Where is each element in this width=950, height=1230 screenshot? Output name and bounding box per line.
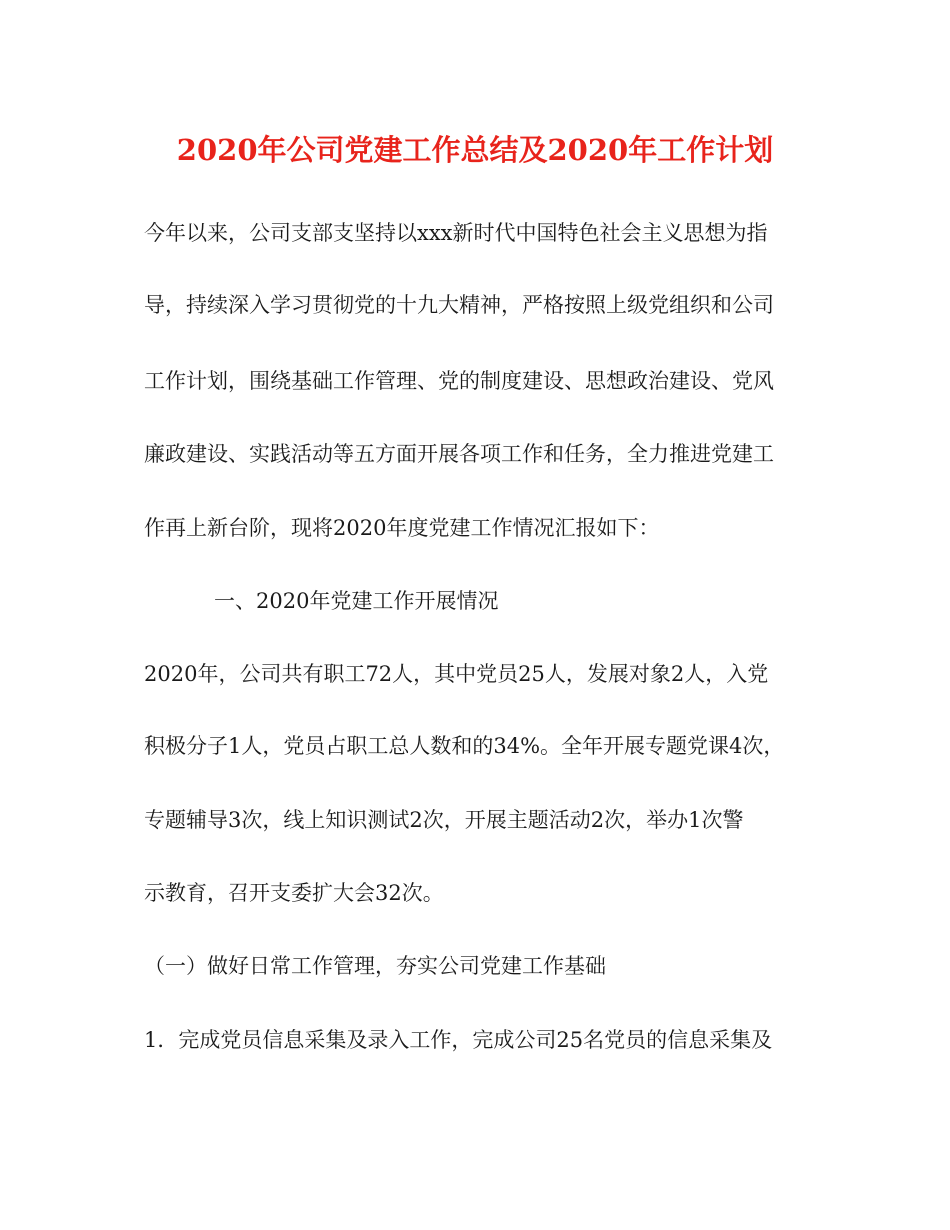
section-heading: 一、2020年党建工作开展情况 [214,589,499,613]
paragraph-line: 今年以来，公司支部支坚持以xxx新时代中国特色社会主义思想为指 [144,221,768,245]
paragraph-line: 2020年，公司共有职工72人，其中党员25人，发展对象2人，入党 [144,662,769,686]
document-title: 2020年公司党建工作总结及2020年工作计划 [176,133,774,167]
paragraph-line: 1．完成党员信息采集及录入工作，完成公司25名党员的信息采集及 [144,1028,773,1052]
paragraph-line: 积极分子1人，党员占职工总人数和的34%。全年开展专题党课4次， [144,734,785,758]
paragraph-line: 示教育，召开支委扩大会32次。 [144,881,444,905]
paragraph-line: 作再上新台阶，现将2020年度党建工作情况汇报如下： [144,516,660,540]
paragraph-line: 工作计划，围绕基础工作管理、党的制度建设、思想政治建设、党风 [144,369,774,393]
subsection-heading: （一）做好日常工作管理，夯实公司党建工作基础 [144,954,606,978]
paragraph-line: 廉政建设、实践活动等五方面开展各项工作和任务，全力推进党建工 [144,442,774,466]
paragraph-line: 专题辅导3次，线上知识测试2次，开展主题活动2次，举办1次警 [144,808,744,832]
paragraph-line: 导，持续深入学习贯彻党的十九大精神，严格按照上级党组织和公司 [144,293,774,317]
